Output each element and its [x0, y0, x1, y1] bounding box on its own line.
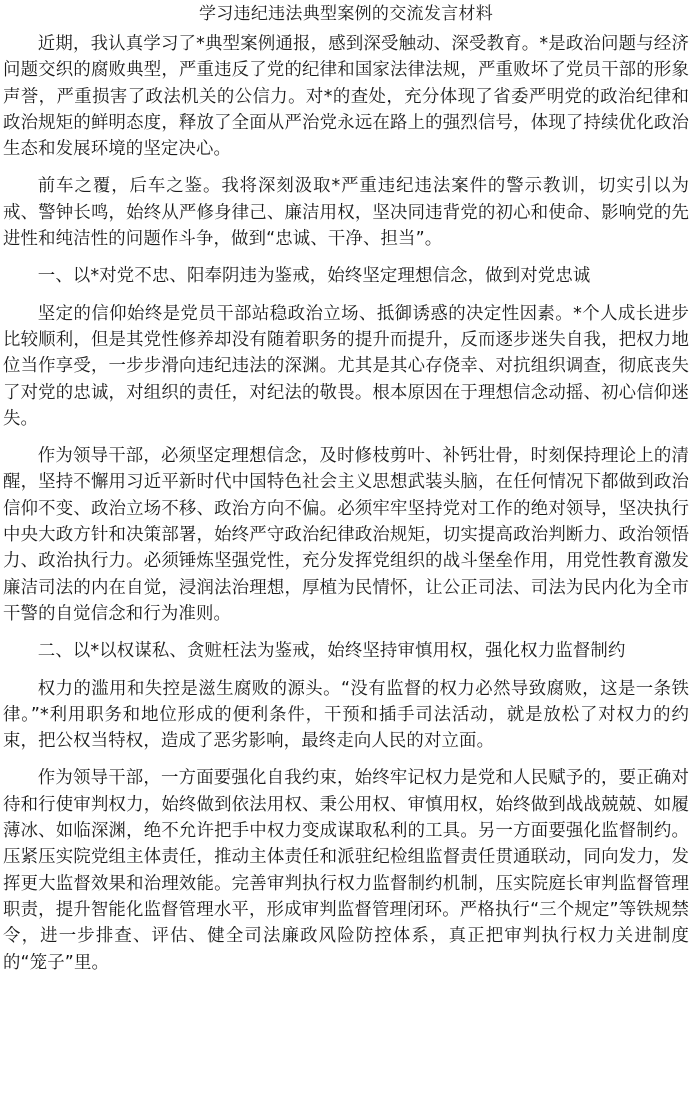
paragraph-section1-action: 作为领导干部，必须坚定理想信念，及时修枝剪叶、补钙壮骨，时刻保持理论上的清醒，坚持不懈用习近平新时代中国特色社会主义思想武装头脑，在任何情况下都做到政治信仰不变、政治立场不移、政治方向不偏。必须牢牢坚持党对工作的绝对领导，坚决执行中央大政方针和决策部署，始终严守政治纪律政治规矩，切实提高政治判断力、政治领悟力、政治执行力。必须锤炼坚强党性，充分发挥党组织的战斗堡垒作用，用党性教育激发廉洁司法的内在自觉，浸润法治理想，厚植为民情怀，让公正司法、司法为民内化为全市干警的自觉信念和行为准则。 [3, 446, 689, 624]
paragraph-section2-action: 作为领导干部，一方面要强化自我约束，始终牢记权力是党和人民赋予的，要正确对待和行使审判权力，始终做到依法用权、秉公用权、审慎用权，始终做到战战兢兢、如履薄冰、如临深渊，绝不允许把手中权力变成谋取私利的工具。另一方面要强化监督制约。压紧压实院党组主体责任，推动主体责任和派驻纪检组监督责任贯通联动，同向发力，发挥更大监督效果和治理效能。完善审判执行权力监督制约机制，压实院庭长审判监督管理职责，提升智能化监督管理水平，形成审判监督管理闭环。严格执行“三个规定”等铁规禁令，进一步排查、评估、健全司法廉政风险防控体系，真正把审判执行权力关进制度的“笼子”里。 [3, 768, 689, 973]
section-heading-1: 一、以*对党不忠、阳奉阴违为鉴戒，始终坚定理想信念，做到对党忠诚 [37, 266, 591, 287]
paragraph-lesson: 前车之覆，后车之鉴。我将深刻汲取*严重违纪违法案件的警示教训，切实引以为戒、警钟长鸣，始终从严修身律己、廉洁用权，坚决同违背党的初心和使命、影响党的先进性和纯洁性的问题作斗争，做到“忠诚、干净、担当”。 [3, 176, 689, 250]
paragraph-intro: 近期，我认真学习了*典型案例通报，感到深受触动、深受教育。*是政治问题与经济问题交织的腐败典型，严重违反了党的纪律和国家法律法规，严重败坏了党员干部的形象声誉，严重损害了政法机关的公信力。对*的查处，充分体现了省委严明党的政治纪律和政治规矩的鲜明态度，释放了全面从严治党永远在路上的强烈信号，体现了持续优化政治生态和发展环境的坚定决心。 [3, 34, 689, 160]
paragraph-section2-case: 权力的滥用和失控是滋生腐败的源头。“没有监督的权力必然导致腐败，这是一条铁律。”*利用职务和地位形成的便利条件，干预和插手司法活动，就是放松了对权力的约束，把公权当特权，造成了恶劣影响，最终走向人民的对立面。 [3, 678, 689, 752]
section-heading-2: 二、以*以权谋私、贪赃枉法为鉴戒，始终坚持审慎用权，强化权力监督制约 [37, 641, 626, 662]
paragraph-section1-case: 坚定的信仰始终是党员干部站稳政治立场、抵御诱惑的决定性因素。*个人成长进步比较顺利，但是其党性修养却没有随着职务的提升而提升，反而逐步迷失自我，把权力地位当作享受，一步步滑向违纪违法的深渊。尤其是其心存侥幸、对抗组织调查，彻底丧失了对党的忠诚，对组织的责任，对纪法的敬畏。根本原因在于理想信念动摇、初心信仰迷失。 [3, 303, 689, 429]
document-title: 学习违纪违法典型案例的交流发言材料 [198, 4, 494, 24]
document [0, 2, 693, 976]
